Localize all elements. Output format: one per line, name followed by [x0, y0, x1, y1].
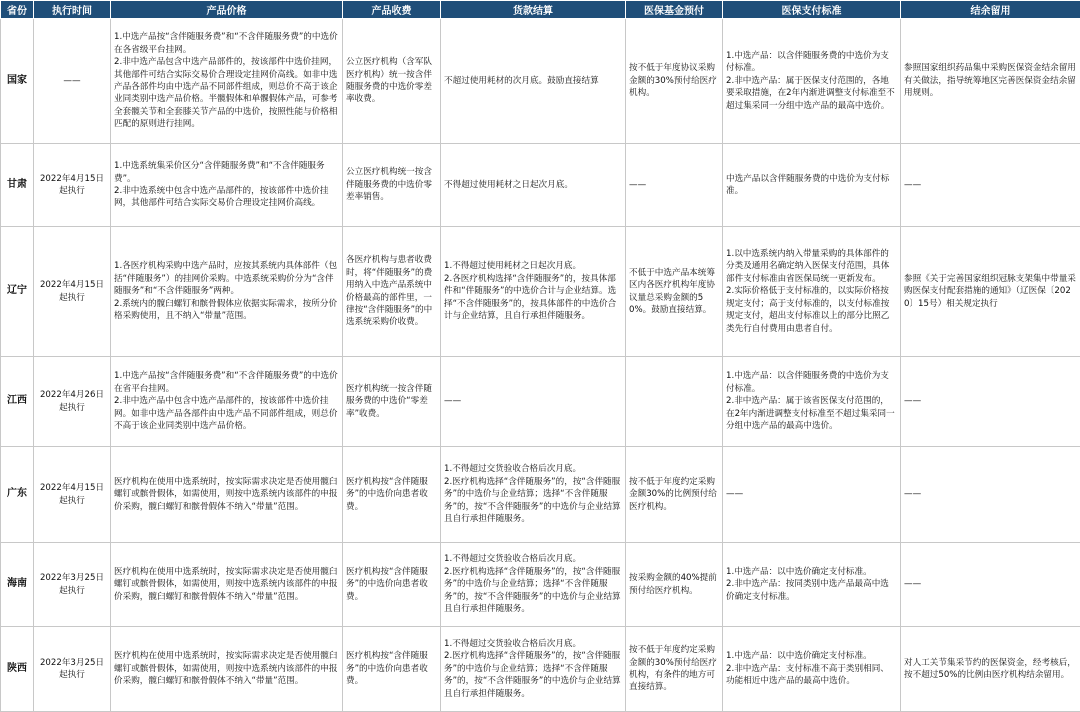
- cell-province: 广东: [1, 447, 34, 543]
- cell-standard: 1.以中选系统内纳入带量采购的具体部件的分类及通用名确定纳入医保支付范围，具体部件支付标准由省医保局统一更新发布。 2.实际价格低于支付标准的，以实际价格按规定支付；高于支付标准的，以支付标准按规定支付，超出支付标准以上的部分比照乙类先行自付费用由患者自付。: [723, 227, 901, 357]
- table-row: [1, 144, 1080, 227]
- cell-standard: 1.中选产品：以含伴随服务费的中选价为支付标准。 2.非中选产品：属于该省医保支付范围的，在2年内渐进调整支付标准至不超过集采同一分组中选产品的最高中选价。: [723, 357, 901, 447]
- header-fee: 产品收费: [343, 1, 441, 19]
- cell-standard: ——: [723, 447, 901, 543]
- cell-date: 2022年3月25日起执行: [34, 627, 111, 712]
- cell-prepay: 按不低于年度约定采购金额的30%预付给医疗机构，有条件的地方可直接结算。: [626, 627, 723, 712]
- cell-surplus: 参照国家组织药品集中采购医保资金结余留用有关做法，指导统筹地区完善医保资金结余留用规则。: [901, 19, 1080, 144]
- cell-province: 国家: [1, 19, 34, 144]
- cell-surplus: ——: [901, 144, 1080, 227]
- cell-price: 医疗机构在使用中选系统时，按实际需求决定是否使用髋臼螺钉或髌骨假体，如需使用，则按中选系统内该部件的申报价采购，髋臼螺钉和髌骨假体不纳入“带量”范围。: [111, 627, 343, 712]
- cell-prepay: 按采购金额的40%提前预付给医疗机构。: [626, 543, 723, 627]
- cell-price: 1.各医疗机构采购中选产品时，应按其系统内具体部件（包括“伴随服务”）的挂网价采购。中选系统采购价分为“含伴随服务”和“不含伴随服务”两种。 2.系统内的髋臼螺钉和髌骨假体应依据实际需求，按所分价格采购使用，且不纳入“带量”范围。: [111, 227, 343, 357]
- cell-standard: 中选产品以含伴随服务费的中选价为支付标准。: [723, 144, 901, 227]
- cell-fee: 医疗机构按“含伴随服务”的中选价向患者收费。: [343, 627, 441, 712]
- cell-surplus: 参照《关于完善国家组织冠脉支架集中带量采购医保支付配套措施的通知》（辽医保〔2020〕15号）相关规定执行: [901, 227, 1080, 357]
- cell-price: 1.中选产品按“含伴随服务费”和“不含伴随服务费”的中选价在各省级平台挂网。 2.非中选产品包含中选产品部件的，按该部件中选价挂网，其他部件可结合实际交易价合理设定挂网价高线。如非中选产品各部件均由中选产品不同部件组成，则总价不高于该企业同类别中选产品价格。半髋假体和单髁假体产品，可参考全套髋关节和全套膝关节产品的中选价，按照性能与价格相匹配的原则进行挂网。: [111, 19, 343, 144]
- cell-surplus: 对人工关节集采节约的医保资金，经考核后，按不超过50%的比例由医疗机构结余留用。: [901, 627, 1080, 712]
- table-row: [1, 357, 1080, 447]
- header-province: 省份: [1, 1, 34, 19]
- cell-province: 甘肃: [1, 144, 34, 227]
- table-header-row: [1, 1, 1080, 19]
- cell-surplus: ——: [901, 447, 1080, 543]
- cell-fee: 各医疗机构与患者收费时，将“伴随服务”的费用纳入中选产品系统中价格最高的部件里，一律按“含伴随服务”的中选系统采购价收费。: [343, 227, 441, 357]
- cell-prepay: 按不低于年度协议采购金额的30%预付给医疗机构。: [626, 19, 723, 144]
- cell-settlement: 不得超过使用耗材之日起次月底。: [441, 144, 626, 227]
- table-row: [1, 19, 1080, 144]
- cell-province: 海南: [1, 543, 34, 627]
- cell-date: 2022年3月25日起执行: [34, 543, 111, 627]
- cell-province: 陕西: [1, 627, 34, 712]
- cell-settlement: 1.不得超过交货验收合格后次月底。 2.医疗机构选择“含伴随服务”的，按“含伴随服务”的中选价与企业结算；选择“不含伴随服务”的，按“不含伴随服务”的中选价与企业结算且自行承担伴随服务。: [441, 543, 626, 627]
- cell-standard: 1.中选产品：以中选价确定支付标准。 2.非中选产品：按同类别中选产品最高中选价确定支付标准。: [723, 543, 901, 627]
- cell-price: 1.中选系统集采价区分“含伴随服务费”和“不含伴随服务费”。 2.非中选系统中包含中选产品部件的，按该部件中选价挂网，其他部件可结合实际交易价合理设定挂网价高线。: [111, 144, 343, 227]
- cell-price: 医疗机构在使用中选系统时，按实际需求决定是否使用髋臼螺钉或髌骨假体，如需使用，则按中选系统内该部件的申报价采购，髋臼螺钉和髌骨假体不纳入“带量”范围。: [111, 447, 343, 543]
- cell-standard: 1.中选产品：以含伴随服务费的中选价为支付标准。 2.非中选产品：属于医保支付范围的，各地要采取措施，在2年内渐进调整支付标准至不超过集采同一分组中选产品的最高中选价。: [723, 19, 901, 144]
- header-settlement: 货款结算: [441, 1, 626, 19]
- cell-settlement: ——: [441, 357, 626, 447]
- header-prepay: 医保基金预付: [626, 1, 723, 19]
- cell-province: 辽宁: [1, 227, 34, 357]
- cell-fee: 医疗机构统一按含伴随服务费的中选价“零差率”收费。: [343, 357, 441, 447]
- table-row: [1, 227, 1080, 357]
- table-row: [1, 543, 1080, 627]
- cell-fee: 医疗机构按“含伴随服务”的中选价向患者收费。: [343, 543, 441, 627]
- cell-date: 2022年4月15日起执行: [34, 144, 111, 227]
- cell-fee: 公立医疗机构统一按含伴随服务费的中选价零差率销售。: [343, 144, 441, 227]
- header-price: 产品价格: [111, 1, 343, 19]
- table-row: [1, 627, 1080, 712]
- cell-prepay: 不低于中选产品本统筹区内各医疗机构年度协议量总采购金额的50%。鼓励直接结算。: [626, 227, 723, 357]
- cell-date: ——: [34, 19, 111, 144]
- cell-date: 2022年4月26日起执行: [34, 357, 111, 447]
- cell-fee: 医疗机构按“含伴随服务”的中选价向患者收费。: [343, 447, 441, 543]
- cell-fee: 公立医疗机构（含军队医疗机构）统一按含伴随服务费的中选价零差率收费。: [343, 19, 441, 144]
- header-date: 执行时间: [34, 1, 111, 19]
- cell-prepay: ——: [626, 144, 723, 227]
- header-standard: 医保支付标准: [723, 1, 901, 19]
- header-surplus: 结余留用: [901, 1, 1080, 19]
- cell-date: 2022年4月15日起执行: [34, 447, 111, 543]
- cell-settlement: 不超过使用耗材的次月底。鼓励直接结算: [441, 19, 626, 144]
- cell-price: 1.中选产品按“含伴随服务费”和“不含伴随服务费”的中选价在省平台挂网。 2.非中选产品中包含中选产品部件的，按该部件中选价挂网。如非中选产品各部件由中选产品不同部件组成，则总价不高于该企业同类别中选产品价格。: [111, 357, 343, 447]
- cell-prepay: 按不低于年度约定采购金额30%的比例预付给医疗机构。: [626, 447, 723, 543]
- cell-standard: 1.中选产品：以中选价确定支付标准。 2.非中选产品：支付标准不高于类别相同、功能相近中选产品的最高中选价。: [723, 627, 901, 712]
- cell-prepay: [626, 357, 723, 447]
- cell-settlement: 1.不得超过交货验收合格后次月底。 2.医疗机构选择“含伴随服务”的，按“含伴随服务”的中选价与企业结算；选择“不含伴随服务”的，按“不含伴随服务”的中选价与企业结算且自行承担伴随服务。: [441, 627, 626, 712]
- cell-province: 江西: [1, 357, 34, 447]
- cell-date: 2022年4月15日起执行: [34, 227, 111, 357]
- table-row: [1, 447, 1080, 543]
- cell-surplus: ——: [901, 543, 1080, 627]
- cell-surplus: ——: [901, 357, 1080, 447]
- cell-settlement: 1.不得超过交货验收合格后次月底。 2.医疗机构选择“含伴随服务”的，按“含伴随服务”的中选价与企业结算；选择“不含伴随服务”的，按“不含伴随服务”的中选价与企业结算且自行承担伴随服务。: [441, 447, 626, 543]
- cell-settlement: 1.不得超过使用耗材之日起次月底。 2.各医疗机构选择“含伴随服务”的，按具体部件和“伴随服务”的中选价合计与企业结算。选择“不含伴随服务”的，按具体部件的中选价合计与企业结算，且自行承担伴随服务。: [441, 227, 626, 357]
- cell-price: 医疗机构在使用中选系统时，按实际需求决定是否使用髋臼螺钉或髌骨假体，如需使用，则按中选系统内该部件的申报价采购，髋臼螺钉和髌骨假体不纳入“带量”范围。: [111, 543, 343, 627]
